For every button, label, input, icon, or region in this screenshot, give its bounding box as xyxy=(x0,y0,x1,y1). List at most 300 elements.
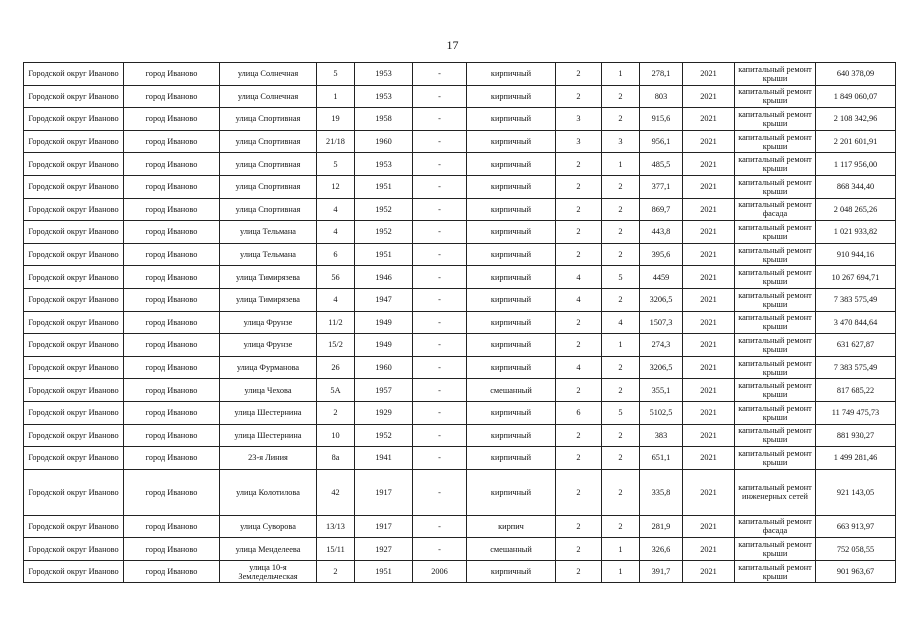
house-number-cell: 15/2 xyxy=(317,334,355,357)
plan-year-cell: 2021 xyxy=(683,515,735,538)
entrances-cell: 1 xyxy=(602,63,640,86)
municipality-cell: Городской округ Иваново xyxy=(24,288,124,311)
street-cell: улица Тимирязева xyxy=(220,266,317,289)
table-row xyxy=(24,63,896,86)
floors-cell: 4 xyxy=(556,356,602,379)
plan-year-cell: 2021 xyxy=(683,311,735,334)
renovation-year-cell: - xyxy=(413,334,467,357)
street-cell: улица Спортивная xyxy=(220,153,317,176)
wall-material-cell: кирпичный xyxy=(467,153,556,176)
plan-year-cell: 2021 xyxy=(683,379,735,402)
floors-cell: 3 xyxy=(556,130,602,153)
municipality-cell: Городской округ Иваново xyxy=(24,515,124,538)
municipality-cell: Городской округ Иваново xyxy=(24,424,124,447)
wall-material-cell: кирпичный xyxy=(467,401,556,424)
municipality-cell: Городской округ Иваново xyxy=(24,85,124,108)
plan-year-cell: 2021 xyxy=(683,221,735,244)
house-number-cell: 4 xyxy=(317,221,355,244)
build-year-cell: 1951 xyxy=(355,175,413,198)
table-row xyxy=(24,221,896,244)
cost-cell: 2 048 265,26 xyxy=(816,198,896,221)
area-cell: 355,1 xyxy=(640,379,683,402)
municipality-cell: Городской округ Иваново xyxy=(24,356,124,379)
repair-type-cell: капитальный ремонт крыши xyxy=(735,153,816,176)
street-cell: 23-я Линия xyxy=(220,447,317,470)
build-year-cell: 1953 xyxy=(355,153,413,176)
entrances-cell: 2 xyxy=(602,243,640,266)
house-number-cell: 6 xyxy=(317,243,355,266)
repair-type-cell: капитальный ремонт крыши xyxy=(735,221,816,244)
entrances-cell: 1 xyxy=(602,560,640,583)
settlement-cell: город Иваново xyxy=(124,538,220,561)
settlement-cell: город Иваново xyxy=(124,85,220,108)
repair-type-cell: капитальный ремонт крыши xyxy=(735,560,816,583)
build-year-cell: 1949 xyxy=(355,334,413,357)
cost-cell: 1 499 281,46 xyxy=(816,447,896,470)
cost-cell: 881 930,27 xyxy=(816,424,896,447)
wall-material-cell: кирпичный xyxy=(467,175,556,198)
municipality-cell: Городской округ Иваново xyxy=(24,108,124,131)
street-cell: улица Фурманова xyxy=(220,356,317,379)
floors-cell: 2 xyxy=(556,447,602,470)
cost-cell: 7 383 575,49 xyxy=(816,356,896,379)
house-number-cell: 2 xyxy=(317,401,355,424)
area-cell: 3206,5 xyxy=(640,356,683,379)
settlement-cell: город Иваново xyxy=(124,221,220,244)
area-cell: 915,6 xyxy=(640,108,683,131)
cost-cell: 640 378,09 xyxy=(816,63,896,86)
settlement-cell: город Иваново xyxy=(124,469,220,515)
cost-cell: 1 021 933,82 xyxy=(816,221,896,244)
street-cell: улица Солнечная xyxy=(220,63,317,86)
area-cell: 651,1 xyxy=(640,447,683,470)
repair-type-cell: капитальный ремонт крыши xyxy=(735,85,816,108)
settlement-cell: город Иваново xyxy=(124,560,220,583)
settlement-cell: город Иваново xyxy=(124,175,220,198)
wall-material-cell: кирпичный xyxy=(467,243,556,266)
plan-year-cell: 2021 xyxy=(683,63,735,86)
house-number-cell: 4 xyxy=(317,198,355,221)
renovation-year-cell: - xyxy=(413,243,467,266)
entrances-cell: 2 xyxy=(602,288,640,311)
repair-type-cell: капитальный ремонт крыши xyxy=(735,108,816,131)
renovation-year-cell: - xyxy=(413,108,467,131)
table-row xyxy=(24,243,896,266)
entrances-cell: 2 xyxy=(602,379,640,402)
housing-repair-table xyxy=(23,62,896,583)
entrances-cell: 1 xyxy=(602,153,640,176)
municipality-cell: Городской округ Иваново xyxy=(24,560,124,583)
settlement-cell: город Иваново xyxy=(124,63,220,86)
table-row xyxy=(24,424,896,447)
table-row xyxy=(24,108,896,131)
cost-cell: 1 849 060,07 xyxy=(816,85,896,108)
street-cell: улица Тимирязева xyxy=(220,288,317,311)
entrances-cell: 2 xyxy=(602,85,640,108)
area-cell: 278,1 xyxy=(640,63,683,86)
municipality-cell: Городской округ Иваново xyxy=(24,198,124,221)
renovation-year-cell: - xyxy=(413,356,467,379)
cost-cell: 3 470 844,64 xyxy=(816,311,896,334)
house-number-cell: 2 xyxy=(317,560,355,583)
build-year-cell: 1951 xyxy=(355,243,413,266)
renovation-year-cell: - xyxy=(413,175,467,198)
entrances-cell: 2 xyxy=(602,515,640,538)
municipality-cell: Городской округ Иваново xyxy=(24,63,124,86)
floors-cell: 2 xyxy=(556,243,602,266)
wall-material-cell: кирпичный xyxy=(467,130,556,153)
wall-material-cell: кирпичный xyxy=(467,85,556,108)
plan-year-cell: 2021 xyxy=(683,560,735,583)
wall-material-cell: кирпичный xyxy=(467,288,556,311)
floors-cell: 2 xyxy=(556,85,602,108)
build-year-cell: 1958 xyxy=(355,108,413,131)
plan-year-cell: 2021 xyxy=(683,198,735,221)
table-row xyxy=(24,334,896,357)
renovation-year-cell: - xyxy=(413,266,467,289)
cost-cell: 868 344,40 xyxy=(816,175,896,198)
street-cell: улица Тельмана xyxy=(220,243,317,266)
settlement-cell: город Иваново xyxy=(124,266,220,289)
build-year-cell: 1953 xyxy=(355,63,413,86)
street-cell: улица Спортивная xyxy=(220,130,317,153)
area-cell: 5102,5 xyxy=(640,401,683,424)
table-row xyxy=(24,85,896,108)
area-cell: 335,8 xyxy=(640,469,683,515)
municipality-cell: Городской округ Иваново xyxy=(24,311,124,334)
build-year-cell: 1960 xyxy=(355,130,413,153)
wall-material-cell: смешанный xyxy=(467,379,556,402)
area-cell: 485,5 xyxy=(640,153,683,176)
plan-year-cell: 2021 xyxy=(683,243,735,266)
build-year-cell: 1941 xyxy=(355,447,413,470)
repair-type-cell: капитальный ремонт крыши xyxy=(735,311,816,334)
house-number-cell: 5 xyxy=(317,63,355,86)
house-number-cell: 5 xyxy=(317,153,355,176)
build-year-cell: 1949 xyxy=(355,311,413,334)
table-row xyxy=(24,356,896,379)
settlement-cell: город Иваново xyxy=(124,424,220,447)
settlement-cell: город Иваново xyxy=(124,288,220,311)
plan-year-cell: 2021 xyxy=(683,266,735,289)
floors-cell: 2 xyxy=(556,515,602,538)
house-number-cell: 56 xyxy=(317,266,355,289)
floors-cell: 2 xyxy=(556,424,602,447)
house-number-cell: 11/2 xyxy=(317,311,355,334)
entrances-cell: 2 xyxy=(602,198,640,221)
street-cell: улица Фрунзе xyxy=(220,334,317,357)
floors-cell: 2 xyxy=(556,221,602,244)
entrances-cell: 5 xyxy=(602,401,640,424)
wall-material-cell: кирпичный xyxy=(467,560,556,583)
house-number-cell: 5А xyxy=(317,379,355,402)
floors-cell: 2 xyxy=(556,334,602,357)
cost-cell: 11 749 475,73 xyxy=(816,401,896,424)
table-row xyxy=(24,266,896,289)
area-cell: 395,6 xyxy=(640,243,683,266)
build-year-cell: 1960 xyxy=(355,356,413,379)
table-row xyxy=(24,288,896,311)
renovation-year-cell: - xyxy=(413,85,467,108)
wall-material-cell: кирпичный xyxy=(467,63,556,86)
wall-material-cell: кирпичный xyxy=(467,221,556,244)
settlement-cell: город Иваново xyxy=(124,108,220,131)
settlement-cell: город Иваново xyxy=(124,130,220,153)
repair-type-cell: капитальный ремонт крыши xyxy=(735,243,816,266)
floors-cell: 6 xyxy=(556,401,602,424)
municipality-cell: Городской округ Иваново xyxy=(24,538,124,561)
cost-cell: 901 963,67 xyxy=(816,560,896,583)
table-row xyxy=(24,311,896,334)
area-cell: 1507,3 xyxy=(640,311,683,334)
entrances-cell: 2 xyxy=(602,356,640,379)
renovation-year-cell: - xyxy=(413,130,467,153)
build-year-cell: 1957 xyxy=(355,379,413,402)
plan-year-cell: 2021 xyxy=(683,153,735,176)
settlement-cell: город Иваново xyxy=(124,198,220,221)
wall-material-cell: кирпичный xyxy=(467,334,556,357)
renovation-year-cell: 2006 xyxy=(413,560,467,583)
floors-cell: 2 xyxy=(556,198,602,221)
house-number-cell: 26 xyxy=(317,356,355,379)
entrances-cell: 1 xyxy=(602,334,640,357)
repair-type-cell: капитальный ремонт крыши xyxy=(735,379,816,402)
renovation-year-cell: - xyxy=(413,221,467,244)
plan-year-cell: 2021 xyxy=(683,447,735,470)
floors-cell: 2 xyxy=(556,311,602,334)
table-row xyxy=(24,198,896,221)
cost-cell: 752 058,55 xyxy=(816,538,896,561)
municipality-cell: Городской округ Иваново xyxy=(24,130,124,153)
repair-type-cell: капитальный ремонт крыши xyxy=(735,130,816,153)
municipality-cell: Городской округ Иваново xyxy=(24,266,124,289)
table-row xyxy=(24,515,896,538)
table-row xyxy=(24,560,896,583)
street-cell: улица Фрунзе xyxy=(220,311,317,334)
house-number-cell: 4 xyxy=(317,288,355,311)
cost-cell: 921 143,05 xyxy=(816,469,896,515)
build-year-cell: 1947 xyxy=(355,288,413,311)
plan-year-cell: 2021 xyxy=(683,401,735,424)
cost-cell: 910 944,16 xyxy=(816,243,896,266)
house-number-cell: 12 xyxy=(317,175,355,198)
cost-cell: 7 383 575,49 xyxy=(816,288,896,311)
floors-cell: 2 xyxy=(556,560,602,583)
wall-material-cell: кирпичный xyxy=(467,424,556,447)
build-year-cell: 1917 xyxy=(355,515,413,538)
area-cell: 281,9 xyxy=(640,515,683,538)
area-cell: 3206,5 xyxy=(640,288,683,311)
renovation-year-cell: - xyxy=(413,198,467,221)
settlement-cell: город Иваново xyxy=(124,243,220,266)
repair-type-cell: капитальный ремонт крыши xyxy=(735,175,816,198)
street-cell: улица Спортивная xyxy=(220,198,317,221)
house-number-cell: 21/18 xyxy=(317,130,355,153)
floors-cell: 2 xyxy=(556,538,602,561)
plan-year-cell: 2021 xyxy=(683,356,735,379)
street-cell: улица Чехова xyxy=(220,379,317,402)
municipality-cell: Городской округ Иваново xyxy=(24,469,124,515)
entrances-cell: 2 xyxy=(602,424,640,447)
repair-type-cell: капитальный ремонт крыши xyxy=(735,266,816,289)
settlement-cell: город Иваново xyxy=(124,447,220,470)
house-number-cell: 8а xyxy=(317,447,355,470)
settlement-cell: город Иваново xyxy=(124,334,220,357)
table-row xyxy=(24,130,896,153)
cost-cell: 663 913,97 xyxy=(816,515,896,538)
plan-year-cell: 2021 xyxy=(683,108,735,131)
repair-type-cell: капитальный ремонт крыши xyxy=(735,538,816,561)
entrances-cell: 2 xyxy=(602,469,640,515)
settlement-cell: город Иваново xyxy=(124,515,220,538)
street-cell: улица Суворова xyxy=(220,515,317,538)
build-year-cell: 1952 xyxy=(355,221,413,244)
plan-year-cell: 2021 xyxy=(683,334,735,357)
municipality-cell: Городской округ Иваново xyxy=(24,175,124,198)
repair-type-cell: капитальный ремонт крыши xyxy=(735,288,816,311)
house-number-cell: 15/11 xyxy=(317,538,355,561)
area-cell: 4459 xyxy=(640,266,683,289)
municipality-cell: Городской округ Иваново xyxy=(24,334,124,357)
wall-material-cell: кирпичный xyxy=(467,356,556,379)
house-number-cell: 19 xyxy=(317,108,355,131)
repair-type-cell: капитальный ремонт крыши xyxy=(735,424,816,447)
street-cell: улица 10-я Земледельческая xyxy=(220,560,317,583)
plan-year-cell: 2021 xyxy=(683,424,735,447)
cost-cell: 10 267 694,71 xyxy=(816,266,896,289)
municipality-cell: Городской округ Иваново xyxy=(24,153,124,176)
settlement-cell: город Иваново xyxy=(124,356,220,379)
repair-type-cell: капитальный ремонт крыши xyxy=(735,356,816,379)
renovation-year-cell: - xyxy=(413,401,467,424)
municipality-cell: Городской округ Иваново xyxy=(24,379,124,402)
entrances-cell: 2 xyxy=(602,447,640,470)
house-number-cell: 10 xyxy=(317,424,355,447)
renovation-year-cell: - xyxy=(413,63,467,86)
renovation-year-cell: - xyxy=(413,447,467,470)
area-cell: 383 xyxy=(640,424,683,447)
street-cell: улица Менделеева xyxy=(220,538,317,561)
area-cell: 803 xyxy=(640,85,683,108)
build-year-cell: 1946 xyxy=(355,266,413,289)
table-row xyxy=(24,538,896,561)
repair-type-cell: капитальный ремонт инженерных сетей xyxy=(735,469,816,515)
area-cell: 377,1 xyxy=(640,175,683,198)
renovation-year-cell: - xyxy=(413,311,467,334)
wall-material-cell: кирпичный xyxy=(467,311,556,334)
table-row xyxy=(24,401,896,424)
wall-material-cell: кирпичный xyxy=(467,266,556,289)
table-row xyxy=(24,447,896,470)
renovation-year-cell: - xyxy=(413,288,467,311)
street-cell: улица Солнечная xyxy=(220,85,317,108)
renovation-year-cell: - xyxy=(413,538,467,561)
plan-year-cell: 2021 xyxy=(683,130,735,153)
plan-year-cell: 2021 xyxy=(683,288,735,311)
entrances-cell: 2 xyxy=(602,108,640,131)
plan-year-cell: 2021 xyxy=(683,469,735,515)
repair-type-cell: капитальный ремонт крыши xyxy=(735,334,816,357)
cost-cell: 631 627,87 xyxy=(816,334,896,357)
area-cell: 326,6 xyxy=(640,538,683,561)
area-cell: 956,1 xyxy=(640,130,683,153)
plan-year-cell: 2021 xyxy=(683,85,735,108)
repair-type-cell: капитальный ремонт фасада xyxy=(735,515,816,538)
entrances-cell: 4 xyxy=(602,311,640,334)
municipality-cell: Городской округ Иваново xyxy=(24,447,124,470)
build-year-cell: 1929 xyxy=(355,401,413,424)
build-year-cell: 1953 xyxy=(355,85,413,108)
house-number-cell: 13/13 xyxy=(317,515,355,538)
repair-type-cell: капитальный ремонт фасада xyxy=(735,198,816,221)
cost-cell: 817 685,22 xyxy=(816,379,896,402)
house-number-cell: 42 xyxy=(317,469,355,515)
area-cell: 391,7 xyxy=(640,560,683,583)
repair-type-cell: капитальный ремонт крыши xyxy=(735,447,816,470)
wall-material-cell: кирпичный xyxy=(467,447,556,470)
settlement-cell: город Иваново xyxy=(124,379,220,402)
build-year-cell: 1927 xyxy=(355,538,413,561)
renovation-year-cell: - xyxy=(413,153,467,176)
street-cell: улица Колотилова xyxy=(220,469,317,515)
wall-material-cell: кирпичный xyxy=(467,198,556,221)
area-cell: 443,8 xyxy=(640,221,683,244)
entrances-cell: 3 xyxy=(602,130,640,153)
renovation-year-cell: - xyxy=(413,515,467,538)
entrances-cell: 1 xyxy=(602,538,640,561)
floors-cell: 2 xyxy=(556,379,602,402)
build-year-cell: 1917 xyxy=(355,469,413,515)
table-row xyxy=(24,379,896,402)
cost-cell: 1 117 956,00 xyxy=(816,153,896,176)
wall-material-cell: кирпичный xyxy=(467,469,556,515)
table-row xyxy=(24,175,896,198)
table-row xyxy=(24,153,896,176)
entrances-cell: 2 xyxy=(602,175,640,198)
table-row xyxy=(24,469,896,515)
floors-cell: 2 xyxy=(556,153,602,176)
wall-material-cell: кирпич xyxy=(467,515,556,538)
build-year-cell: 1951 xyxy=(355,560,413,583)
area-cell: 869,7 xyxy=(640,198,683,221)
house-number-cell: 1 xyxy=(317,85,355,108)
street-cell: улица Шестернина xyxy=(220,401,317,424)
settlement-cell: город Иваново xyxy=(124,401,220,424)
cost-cell: 2 108 342,96 xyxy=(816,108,896,131)
plan-year-cell: 2021 xyxy=(683,538,735,561)
municipality-cell: Городской округ Иваново xyxy=(24,243,124,266)
municipality-cell: Городской округ Иваново xyxy=(24,401,124,424)
floors-cell: 4 xyxy=(556,288,602,311)
municipality-cell: Городской округ Иваново xyxy=(24,221,124,244)
settlement-cell: город Иваново xyxy=(124,153,220,176)
floors-cell: 3 xyxy=(556,108,602,131)
repair-type-cell: капитальный ремонт крыши xyxy=(735,63,816,86)
street-cell: улица Тельмана xyxy=(220,221,317,244)
entrances-cell: 5 xyxy=(602,266,640,289)
area-cell: 274,3 xyxy=(640,334,683,357)
build-year-cell: 1952 xyxy=(355,198,413,221)
floors-cell: 2 xyxy=(556,469,602,515)
street-cell: улица Спортивная xyxy=(220,175,317,198)
wall-material-cell: кирпичный xyxy=(467,108,556,131)
floors-cell: 2 xyxy=(556,175,602,198)
renovation-year-cell: - xyxy=(413,424,467,447)
renovation-year-cell: - xyxy=(413,379,467,402)
street-cell: улица Спортивная xyxy=(220,108,317,131)
table-body xyxy=(24,63,896,583)
repair-type-cell: капитальный ремонт крыши xyxy=(735,401,816,424)
